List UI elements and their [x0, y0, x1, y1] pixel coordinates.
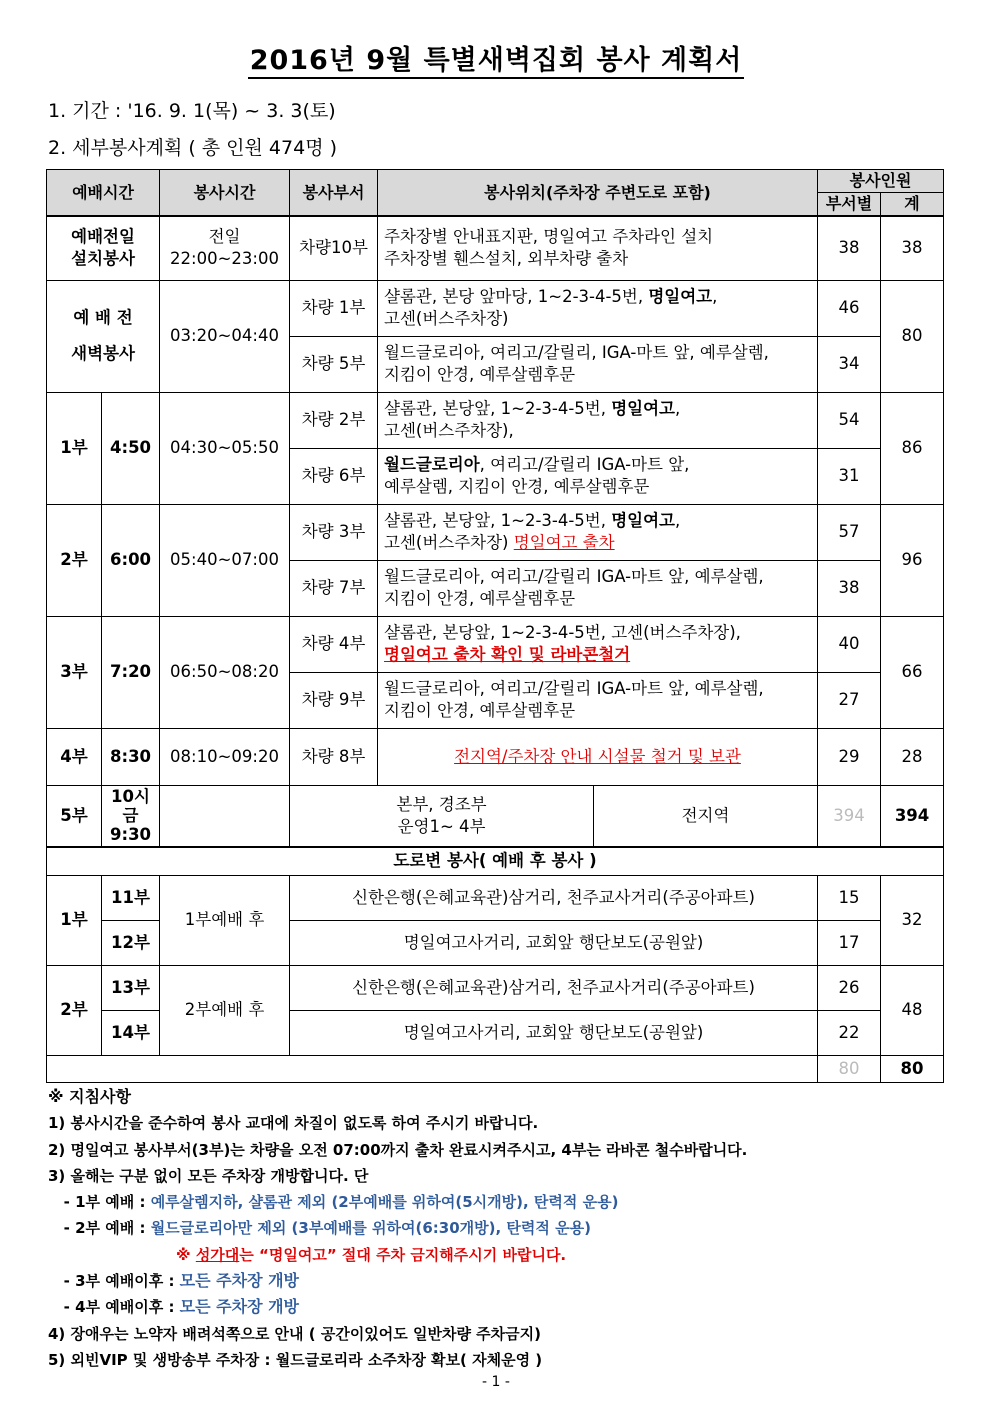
road-dept-number: 11부 [102, 875, 160, 920]
note-5: 5) 외빈VIP 및 생방송부 주차장 : 월드글로리라 소주차장 확보( 자체운영 ) [48, 1350, 543, 1369]
header-dept: 봉사부서 [290, 170, 378, 217]
dept-count: 38 [818, 560, 881, 616]
total-count: 28 [881, 728, 944, 785]
service-time: 03:20~04:40 [160, 280, 290, 392]
worship-clock: 6:00 [102, 504, 160, 616]
dept-count: 31 [818, 448, 881, 504]
worship-clock: 8:30 [102, 728, 160, 785]
location: 샬롬관, 본당 앞마당, 1~2-3-4-5번, 명일여고, 고센(버스주차장) [378, 280, 818, 336]
location: 월드글로리아, 여리고/갈릴리 IGA-마트 앞, 예루살렘, 지킴이 안경, 예루살렘후문 [378, 672, 818, 728]
dept: 차량 5부 [290, 336, 378, 392]
location: 월드글로리아, 여리고/갈릴리 IGA-마트 앞, 예루살렘, 지킴이 안경, 예루살렘후문 [378, 448, 818, 504]
total-count: 394 [881, 785, 944, 847]
dept-count: 17 [818, 920, 881, 965]
service-plan-table [46, 169, 944, 1083]
location: 명일여고사거리, 교회앞 행단보도(공원앞) [290, 920, 818, 965]
note-3d: - 3부 예배이후 : 모든 주차장 개방 [48, 1271, 300, 1291]
note-3e: - 4부 예배이후 : 모든 주차장 개방 [48, 1297, 300, 1317]
dept: 차량 6부 [290, 448, 378, 504]
location: 주차장별 안내표지판, 명일여고 주차라인 설치 주차장별 휀스설치, 외부차량 출차 [378, 216, 818, 280]
service-time: 06:50~08:20 [160, 616, 290, 728]
dept-count: 22 [818, 1010, 881, 1055]
location: 월드글로리아, 여리고/갈릴리, IGA-마트 앞, 예루살렘, 지킴이 안경, 예루살렘후문 [378, 336, 818, 392]
road-service-header: 도로변 봉사( 예배 후 봉사 ) [47, 847, 944, 875]
page-number: - 1 - [482, 1374, 510, 1390]
total-count: 80 [881, 280, 944, 392]
dept-count: 26 [818, 965, 881, 1010]
note-1: 1) 봉사시간을 준수하여 봉사 교대에 차질이 없도록 하여 주시기 바랍니다. [48, 1114, 539, 1133]
pre-day-setup: 예배전일 설치봉사 [47, 216, 160, 280]
part-label: 1부 [47, 392, 102, 504]
dept-count: 46 [818, 280, 881, 336]
header-location: 봉사위치(주차장 주변도로 포함) [378, 170, 818, 217]
part-label: 3부 [47, 616, 102, 728]
note-3a: - 1부 예배 : 예루살렘지하, 샬롬관 제외 (2부예배를 위하여(5시개방), 탄력적 운용) [48, 1193, 619, 1212]
header-per-dept: 부서별 [818, 193, 881, 217]
guidelines-heading: ※ 지침사항 [48, 1087, 131, 1106]
header-service-time: 봉사시간 [160, 170, 290, 217]
service-time: 05:40~07:00 [160, 504, 290, 616]
dept: 차량 7부 [290, 560, 378, 616]
road-dept-number: 12부 [102, 920, 160, 965]
road-dept-number: 14부 [102, 1010, 160, 1055]
location: 샬롬관, 본당앞, 1~2-3-4-5번, 명일여고, 고센(버스주차장), [378, 392, 818, 448]
period-line: 1. 기간 : '16. 9. 1(목) ~ 3. 3(토) [48, 100, 336, 122]
dept-count: 40 [818, 616, 881, 672]
service-time: 2부예배 후 [160, 965, 290, 1055]
dept: 차량10부 [290, 216, 378, 280]
dept-count: 34 [818, 336, 881, 392]
dept-count: 57 [818, 504, 881, 560]
road-dept-number: 13부 [102, 965, 160, 1010]
total-count: 86 [881, 392, 944, 504]
dept-count: 27 [818, 672, 881, 728]
header-personnel: 봉사인원 [818, 170, 944, 193]
dept: 차량 3부 [290, 504, 378, 560]
service-time: 1부예배 후 [160, 875, 290, 965]
location: 전지역/주차장 안내 시설물 철거 및 보관 [378, 728, 818, 785]
total-count: 96 [881, 504, 944, 616]
part-label: 5부 [47, 785, 102, 847]
page-title: 2016년 9월 특별새벽집회 봉사 계획서 [0, 38, 992, 77]
note-2: 2) 명일여고 봉사부서(3부)는 차량을 오전 07:00까지 출차 완료시켜주시고, 4부는 라바콘 철수바랍니다. [48, 1140, 748, 1159]
worship-clock: 10시 금 9:30 [102, 785, 160, 847]
detail-plan-line: 2. 세부봉사계획 ( 총 인원 474명 ) [48, 137, 337, 159]
footer-blank [47, 1055, 818, 1082]
pre-worship-dawn: 예 배 전 새벽봉사 [47, 280, 160, 392]
worship-clock: 4:50 [102, 392, 160, 504]
part-label: 1부 [47, 875, 102, 965]
location: 명일여고사거리, 교회앞 행단보도(공원앞) [290, 1010, 818, 1055]
part-label: 2부 [47, 965, 102, 1055]
footer-dept-count: 80 [818, 1055, 881, 1082]
dept-count: 38 [818, 216, 881, 280]
service-time: 전일 22:00~23:00 [160, 216, 290, 280]
note-3b: - 2부 예배 : 월드글로리아만 제외 (3부예배를 위하여(6:30개방), 탄력적 운용) [48, 1219, 591, 1238]
dept: 차량 1부 [290, 280, 378, 336]
header-total: 계 [881, 193, 944, 217]
location: 샬롬관, 본당앞, 1~2-3-4-5번, 명일여고, 고센(버스주차장) 명일여고 출차 [378, 504, 818, 560]
header-worship-time: 예배시간 [47, 170, 160, 217]
total-count: 66 [881, 616, 944, 728]
total-count: 48 [881, 965, 944, 1055]
part-label: 2부 [47, 504, 102, 616]
location: 전지역 [594, 785, 818, 847]
total-count: 38 [881, 216, 944, 280]
location: 신한은행(은혜교육관)삼거리, 천주교사거리(주공아파트) [290, 965, 818, 1010]
note-4: 4) 장애우는 노약자 배려석쪽으로 안내 ( 공간이있어도 일반차량 주차금지) [48, 1324, 541, 1343]
guidelines [48, 1084, 747, 1373]
service-time [160, 785, 290, 847]
dept: 차량 4부 [290, 616, 378, 672]
dept-count: 29 [818, 728, 881, 785]
location: 월드글로리아, 여리고/갈릴리 IGA-마트 앞, 예루살렘, 지킴이 안경, 예루살렘후문 [378, 560, 818, 616]
service-time: 08:10~09:20 [160, 728, 290, 785]
dept: 차량 8부 [290, 728, 378, 785]
dept: 차량 2부 [290, 392, 378, 448]
dept-count: 54 [818, 392, 881, 448]
location: 신한은행(은혜교육관)삼거리, 천주교사거리(주공아파트) [290, 875, 818, 920]
part-label: 4부 [47, 728, 102, 785]
service-time: 04:30~05:50 [160, 392, 290, 504]
total-count: 32 [881, 875, 944, 965]
worship-clock: 7:20 [102, 616, 160, 728]
note-3: 3) 올해는 구분 없이 모든 주차장 개방합니다. 단 [48, 1166, 369, 1185]
footer-total: 80 [881, 1055, 944, 1082]
dept: 본부, 경조부 운영1~ 4부 [290, 785, 594, 847]
dept-count: 15 [818, 875, 881, 920]
dept: 차량 9부 [290, 672, 378, 728]
dept-count: 394 [818, 785, 881, 847]
location: 샬롬관, 본당앞, 1~2-3-4-5번, 고센(버스주차장), 명일여고 출차 확인 및 라바콘철거 [378, 616, 818, 672]
note-3c: ※ 성가대는 “명일여고” 절대 주차 금지해주시기 바랍니다. [176, 1245, 567, 1264]
